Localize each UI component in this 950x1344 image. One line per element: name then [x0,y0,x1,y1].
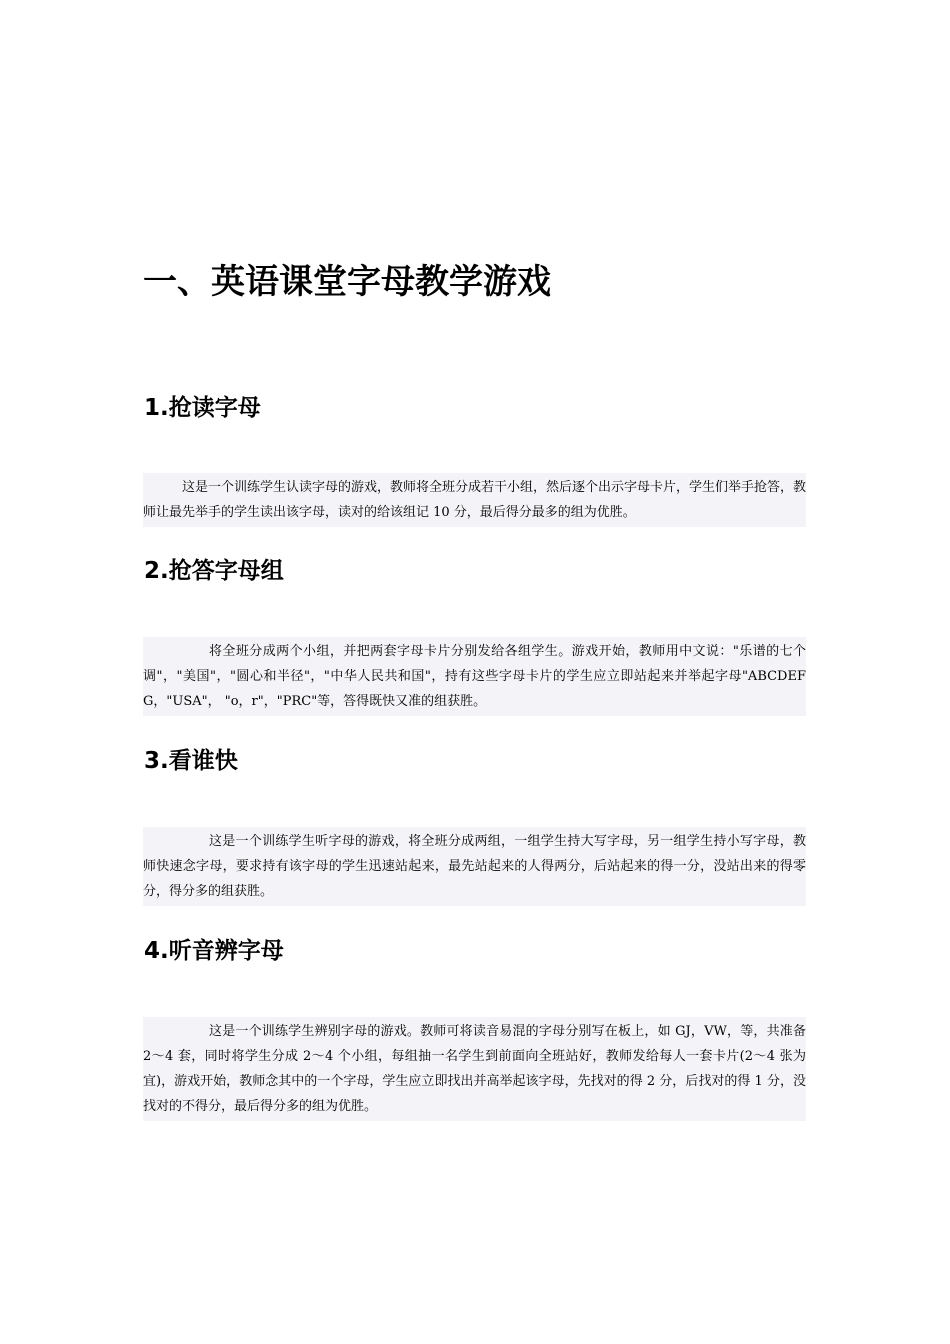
section-body-3: 这是一个训练学生听字母的游戏，将全班分成两组，一组学生持大写字母，另一组学生持小写字母，教师快速念字母，要求持有该字母的学生迅速站起来，最先站起来的人得两分，后站起来的得一分，没站出来的得零分，得分多的组获胜。 [143,827,806,906]
section-heading-4: 4.听音辨字母 [144,938,284,964]
section-body-2: 将全班分成两个小组，并把两套字母卡片分别发给各组学生。游戏开始，教师用中文说："乐谱的七个调"，"美国"，"圆心和半径"，"中华人民共和国"，持有这些字母卡片的学生应立即站起来并举起字母"ABCDEFG，"USA"， "o，r"，"PRC"等，答得既快又准的组获胜。 [143,637,806,716]
section-heading-2: 2.抢答字母组 [144,558,284,584]
section-body-1: 这是一个训练学生认读字母的游戏，教师将全班分成若干小组，然后逐个出示字母卡片，学生们举手抢答，教师让最先举手的学生读出该字母，读对的给该组记 10 分，最后得分最多的组为优胜。 [143,473,806,527]
section-heading-1: 1.抢读字母 [144,395,261,421]
section-heading-3: 3.看谁快 [144,748,238,774]
section-body-4: 这是一个训练学生辨别字母的游戏。教师可将读音易混的字母分别写在板上，如 GJ，VW，等，共准备 2～4 套，同时将学生分成 2～4 个小组，每组抽一名学生到前面向全班站好，教师发给每人一套卡片(2～4 张为宜)，游戏开始，教师念其中的一个字母，学生应立即找出并高举起该字母，先找对的得 2 分，后找对的得 1 分，没找对的不得分，最后得分多的组为优胜。 [143,1017,806,1121]
page-title: 一、英语课堂字母教学游戏 [143,262,551,302]
